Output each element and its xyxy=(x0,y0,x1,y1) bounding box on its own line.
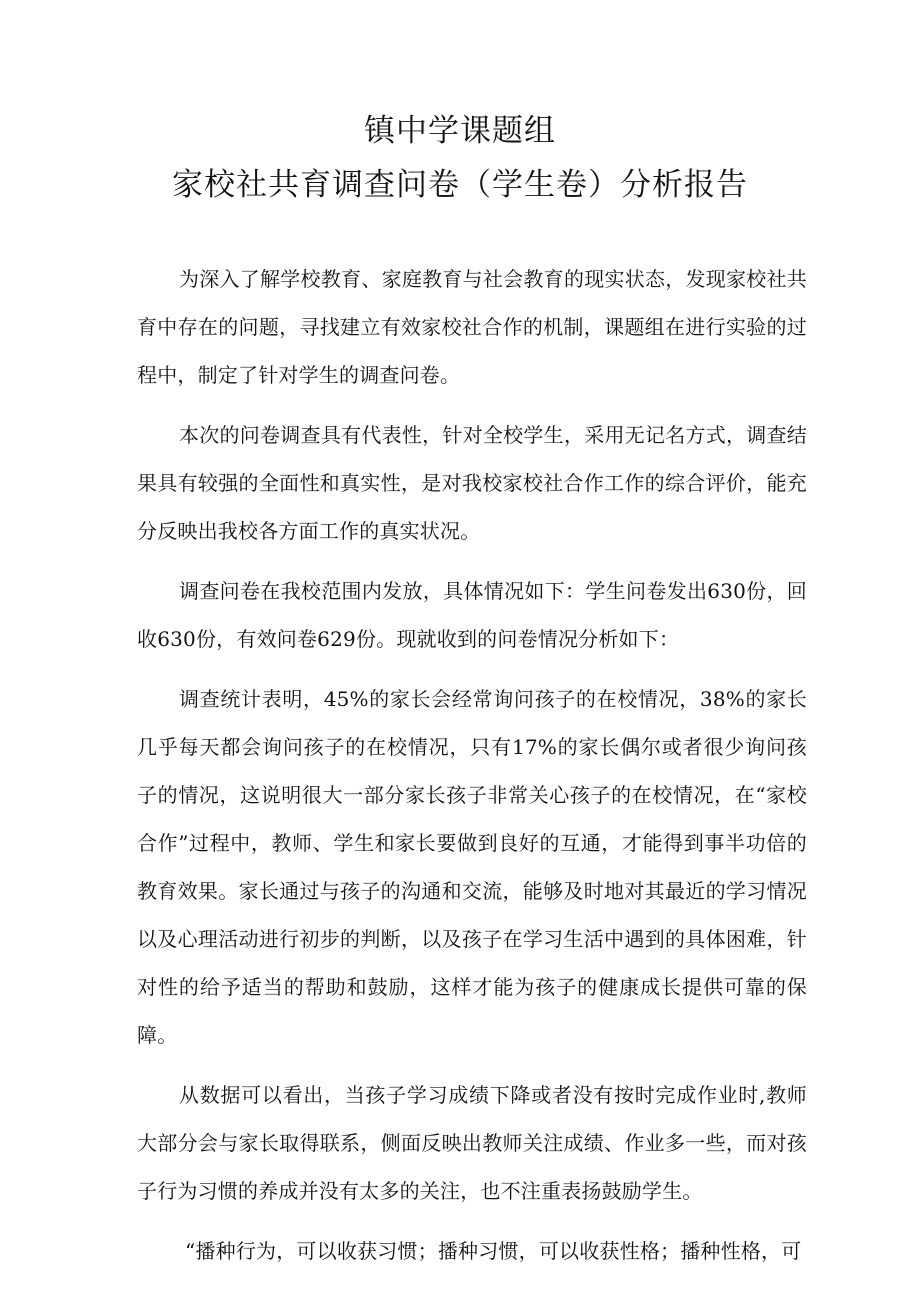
report-organization-title: 镇中学课题组 xyxy=(364,113,556,149)
paragraph-statistics: 调查统计表明，45%的家长会经常询问孩子的在校情况，38%的家长几乎每天都会询问孩子的在校情况，只有17%的家长偶尔或者很少询问孩子的情况，这说明很大一部分家长孩子非常关心孩子的在校情况，在“家校合作”过程中，教师、学生和家长要做到良好的互通，才能得到事半功倍的教育效果。家长通过与孩子的沟通和交流，能够及时地对其最近的学习情况以及心理活动进行初步的判断，以及孩子在学习生活中遇到的具体困难，针对性的给予适当的帮助和鼓励，这样才能为孩子的健康成长提供可靠的保障。 xyxy=(137,687,807,1047)
report-body xyxy=(137,255,807,1287)
report-main-title: 家校社共育调查问卷（学生卷）分析报告 xyxy=(172,167,748,203)
paragraph-teacher-contact: 从数据可以看出，当孩子学习成绩下降或者没有按时完成作业时,教师大部分会与家长取得联系，侧面反映出教师关注成绩、作业多一些，而对孩子行为习惯的养成并没有太多的关注，也不注重表扬鼓励学生。 xyxy=(137,1083,807,1203)
paragraph-distribution: 调查问卷在我校范围内发放，具体情况如下：学生问卷发出630份，回收630份，有效问卷629份。现就收到的问卷情况分析如下： xyxy=(137,579,807,651)
title-block xyxy=(0,104,920,212)
paragraph-representativeness: 本次的问卷调查具有代表性，针对全校学生，采用无记名方式，调查结果具有较强的全面性和真实性，是对我校家校社合作工作的综合评价，能充分反映出我校各方面工作的真实状况。 xyxy=(137,423,807,543)
paragraph-quote: “播种行为，可以收获习惯；播种习惯，可以收获性格；播种性格，可 xyxy=(185,1239,802,1263)
paragraph-introduction: 为深入了解学校教育、家庭教育与社会教育的现实状态，发现家校社共育中存在的问题，寻找建立有效家校社合作的机制，课题组在进行实验的过程中，制定了针对学生的调查问卷。 xyxy=(137,267,807,387)
